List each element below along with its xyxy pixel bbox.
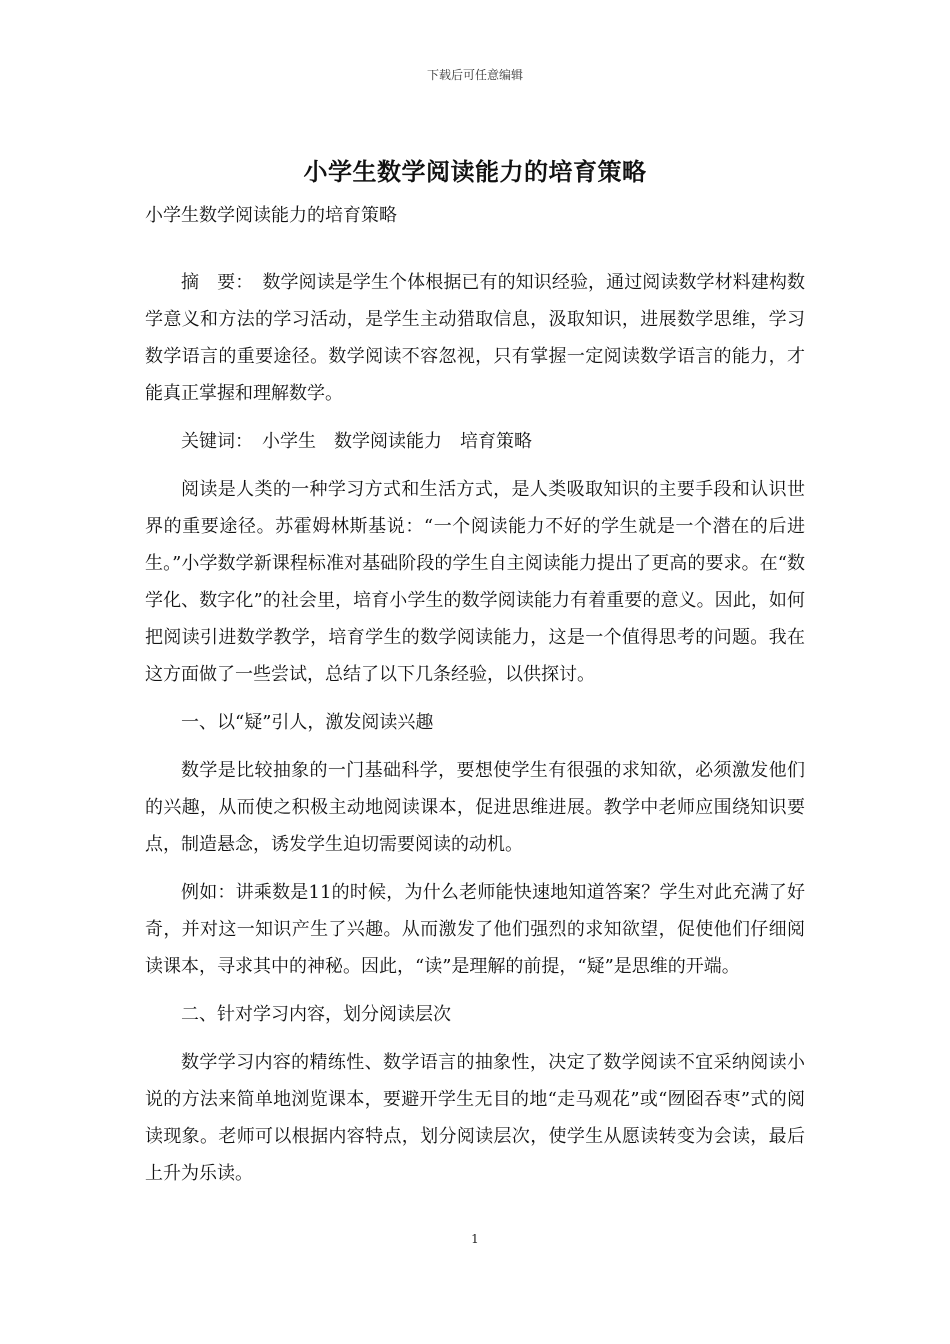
section-heading: 二、针对学习内容，划分阅读层次 bbox=[181, 1004, 451, 1025]
abstract-paragraph: 摘 要： 数学阅读是学生个体根据已有的知识经验，通过阅读数学材料建构数学意义和方法的学习活动，是学生主动猎取信息，汲取知识，进展数学思维，学习数学语言的重要途径。数学阅读不容忽视，只有掌握一定阅读数学语言的能力，才能真正掌握和理解数学。 bbox=[145, 272, 805, 404]
body-paragraph: 例如：讲乘数是11的时候，为什么老师能快速地知道答案？学生对此充满了好奇，并对这一知识产生了兴趣。从而激发了他们强烈的求知欲望，促使他们仔细阅读课本，寻求其中的神秘。因此，“读”是理解的前提，“疑”是思维的开端。 bbox=[145, 882, 805, 977]
section-heading: 一、以“疑”引人，激发阅读兴趣 bbox=[181, 712, 434, 733]
document-body bbox=[145, 264, 805, 1203]
body-paragraph: 数学学习内容的精练性、数学语言的抽象性，决定了数学阅读不宜采纳阅读小说的方法来简单地浏览课本，要避开学生无目的地“走马观花”或“囫囵吞枣”式的阅读现象。老师可以根据内容特点，划分阅读层次，使学生从愿读转变为会读，最后上升为乐读。 bbox=[145, 1052, 805, 1184]
document-title: 小学生数学阅读能力的培育策略 bbox=[303, 157, 647, 186]
keywords-paragraph: 关键词： 小学生 数学阅读能力 培育策略 bbox=[181, 431, 532, 452]
body-paragraph: 阅读是人类的一种学习方式和生活方式，是人类吸取知识的主要手段和认识世界的重要途径。苏霍姆林斯基说：“一个阅读能力不好的学生就是一个潜在的后进生。”小学数学新课程标准对基础阶段的学生自主阅读能力提出了更高的要求。在“数学化、数字化”的社会里，培育小学生的数学阅读能力有着重要的意义。因此，如何把阅读引进数学教学，培育学生的数学阅读能力，这是一个值得思考的问题。我在这方面做了一些尝试，总结了以下几条经验，以供探讨。 bbox=[145, 479, 805, 685]
body-paragraph: 数学是比较抽象的一门基础科学，要想使学生有很强的求知欲，必须激发他们的兴趣，从而使之积极主动地阅读课本，促进思维进展。教学中老师应围绕知识要点，制造悬念，诱发学生迫切需要阅读的动机。 bbox=[145, 760, 805, 855]
header-note: 下载后可任意编辑 bbox=[426, 68, 523, 82]
page-number: 1 bbox=[471, 1232, 479, 1246]
document-subtitle: 小学生数学阅读能力的培育策略 bbox=[145, 205, 397, 226]
